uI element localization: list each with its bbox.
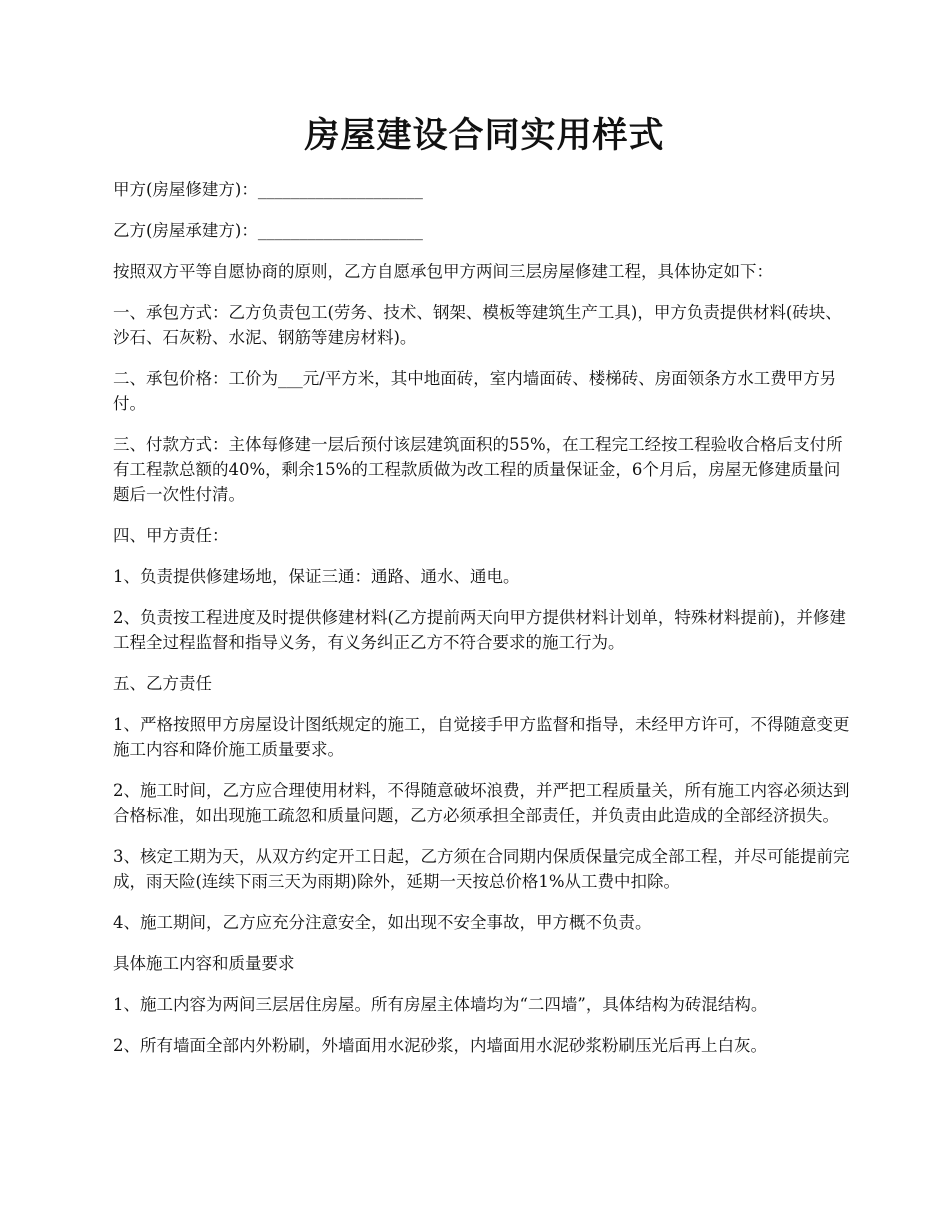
intro-paragraph: 按照双方平等自愿协商的原则，乙方自愿承包甲方两间三层房屋修建工程，具体协定如下： xyxy=(113,262,773,281)
party-b-duty-4: 4、施工期间，乙方应充分注意安全，如出现不安全事故，甲方概不负责。 xyxy=(113,913,652,932)
clause-payment-method: 三、付款方式：主体每修建一层后预付该层建筑面积的55%，在工程完工经按工程验收合格后支付所有工程款总额的40%，剩余15%的工程款质做为改工程的质量保证金，6个月后，房屋无修建质量问题后一次性付清。 xyxy=(113,435,843,504)
party-a-duty-1: 1、负责提供修建场地，保证三通：通路、通水、通电。 xyxy=(113,567,520,586)
section-heading-construction: 具体施工内容和质量要求 xyxy=(113,954,295,973)
document-title: 房屋建设合同实用样式 xyxy=(304,115,665,156)
construction-item-2: 2、所有墙面全部内外粉刷，外墙面用水泥砂浆，内墙面用水泥砂浆粉刷压光后再上白灰。 xyxy=(113,1036,767,1055)
party-a-line: 甲方(房屋修建方)：____________________ xyxy=(113,180,423,199)
party-b-duty-3: 3、核定工期为天，从双方约定开工日起，乙方须在合同期内保质保量完成全部工程，并尽可能提前完成，雨天险(连续下雨三天为雨期)除外，延期一天按总价格1%从工费中扣除。 xyxy=(113,847,850,891)
party-a-duty-2: 2、负责按工程进度及时提供修建材料(乙方提前两天向甲方提供材料计划单，特殊材料提前)，并修建工程全过程监督和指导义务，有义务纠正乙方不符合要求的施工行为。 xyxy=(113,608,846,652)
section-heading-party-b: 五、乙方责任 xyxy=(113,674,212,693)
party-b-line: 乙方(房屋承建方)：____________________ xyxy=(113,221,423,240)
party-b-duty-1: 1、严格按照甲方房屋设计图纸规定的施工，自觉接手甲方监督和指导，未经甲方许可，不得随意变更施工内容和降价施工质量要求。 xyxy=(113,715,850,759)
construction-item-1: 1、施工内容为两间三层居住房屋。所有房屋主体墙均为“二四墙”，具体结构为砖混结构。 xyxy=(113,995,768,1014)
party-b-duty-2: 2、施工时间，乙方应合理使用材料，不得随意破坏浪费，并严把工程质量关，所有施工内容必须达到合格标准，如出现施工疏忽和质量问题，乙方必须承担全部责任，并负责由此造成的全部经济损失。 xyxy=(113,781,850,825)
document-body xyxy=(113,177,850,1058)
clause-contract-price: 二、承包价格：工价为___元/平方米，其中地面砖，室内墙面砖、楼梯砖、房面领条方水工费甲方另付。 xyxy=(113,369,837,413)
section-heading-party-a: 四、甲方责任： xyxy=(113,526,229,545)
clause-contract-method: 一、承包方式：乙方负责包工(劳务、技术、钢架、模板等建筑生产工具)，甲方负责提供材料(砖块、沙石、石灰粉、水泥、钢筋等建房材料)。 xyxy=(113,303,842,347)
